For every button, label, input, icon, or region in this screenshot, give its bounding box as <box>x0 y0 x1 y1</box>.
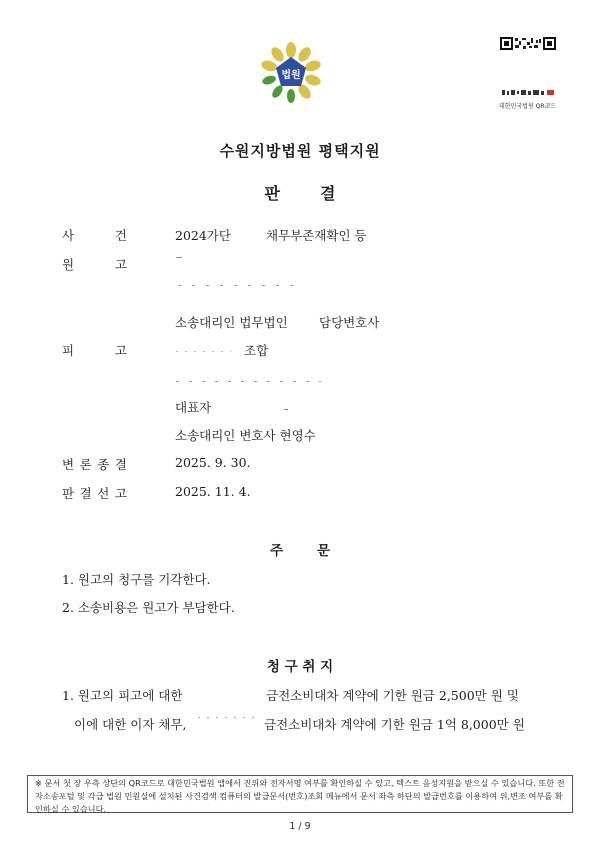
verification-notice: ※ 문서 첫 장 우측 상단의 QR코드로 대한민국법원 앱에서 진위와 전자서명 여부를 확인하실 수 있고, 텍스트 음성지원을 받으실 수 있습니다. 또한 전자소송포털 및 각급 법원 민원실에 설치된 사건검색 컴퓨터의 발급문서(번호)조회 메뉴에서 문서 좌측 하단의 발급번호를 이용하여 위,변조 여부를 확인하실 수 있습니다. <box>27 775 573 813</box>
redacted-text <box>198 717 254 718</box>
claim-line-2a: 이에 대한 이자 채무, <box>74 717 187 732</box>
qr-caption: 대한민국법원 QR코드 <box>499 103 557 110</box>
title-char: 결 <box>320 184 336 203</box>
claim-line-1a: 1. 원고의 피고에 대한 <box>62 688 183 703</box>
hearing-closed-date: 2025. 9. 30. <box>175 455 251 470</box>
case-number: 2024가단 <box>175 228 231 243</box>
plaintiff-label: 원 고 <box>62 257 127 272</box>
redacted-text <box>176 257 182 258</box>
order-title: 주 문 <box>269 543 331 559</box>
defendant-type: 조합 <box>244 343 269 358</box>
order-item-2: 2. 소송비용은 원고가 부담한다. <box>62 600 235 615</box>
redacted-defendant-name <box>176 351 231 352</box>
redacted-text <box>284 409 288 410</box>
court-name: 수원지방법원 평택지원 <box>219 142 381 160</box>
representative-label: 대표자 <box>175 400 212 415</box>
title-char: 판 <box>264 184 280 203</box>
defendant-label: 피 고 <box>62 343 127 358</box>
page-number: 1 / 9 <box>289 821 311 832</box>
judgment-date-label: 판 결 선 고 <box>62 486 127 501</box>
barcode-mark-icon <box>500 89 556 96</box>
defendant-counsel: 소송대리인 변호사 현영수 <box>175 428 316 443</box>
claim-title: 청 구 취 지 <box>266 659 334 675</box>
court-seal-logo <box>260 42 322 104</box>
plaintiff-attorney-label: 담당변호사 <box>319 315 380 330</box>
seal-text: 법원 <box>281 70 301 81</box>
case-name: 채무부존재확인 등 <box>266 228 367 243</box>
redacted-address <box>178 285 298 286</box>
redacted-address <box>176 381 321 382</box>
hearing-closed-label: 변 론 종 결 <box>62 457 127 472</box>
order-item-1: 1. 원고의 청구를 기각한다. <box>62 572 211 587</box>
claim-line-2b: 금전소비대차 계약에 기한 원금 1억 8,000만 원 <box>264 717 525 732</box>
case-label: 사 건 <box>62 228 127 243</box>
claim-line-1b: 금전소비대차 계약에 기한 원금 2,500만 원 및 <box>266 688 519 703</box>
plaintiff-counsel: 소송대리인 법무법인 <box>175 315 288 330</box>
qr-code-icon <box>500 37 556 50</box>
document-title <box>0 181 600 204</box>
judgment-date: 2025. 11. 4. <box>175 484 251 499</box>
